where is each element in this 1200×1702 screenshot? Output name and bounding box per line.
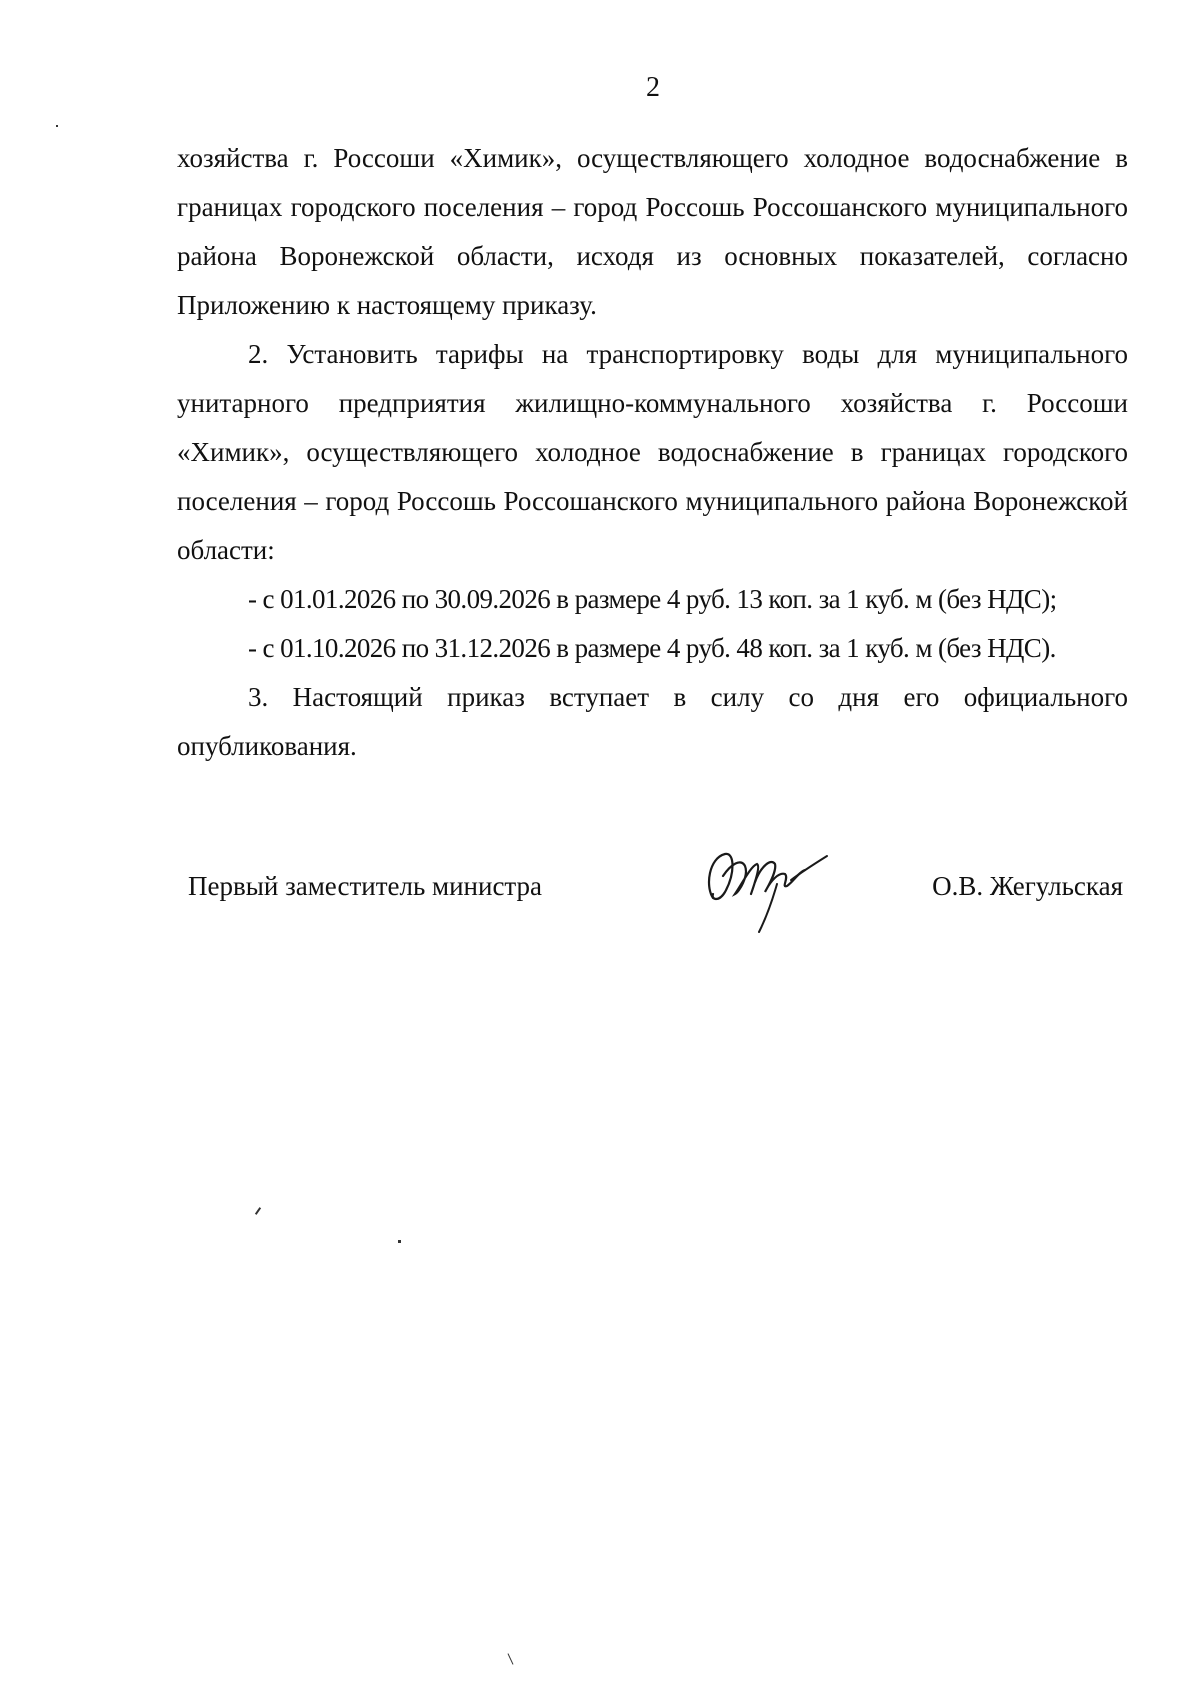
paragraph-1: хозяйства г. Россоши «Химик», осуществляющего холодное водоснабжение в границах городского поселения – город Россошь Россошанского муниципального района Воронежской области, исходя из основных показателей, согласно Приложению к настоящему приказу. [177,143,1128,320]
scan-speck [255,1207,261,1215]
signature-block [188,866,1123,946]
scan-speck [398,1240,401,1243]
tariff-item-1: - с 01.01.2026 по 30.09.2026 в размере 4 руб. 13 коп. за 1 куб. м (без НДС); [248,584,1057,614]
signatory-position: Первый заместитель министра [188,871,543,901]
scan-speck [56,125,58,127]
tariff-item-2: - с 01.10.2026 по 31.12.2026 в размере 4 руб. 48 коп. за 1 куб. м (без НДС). [248,633,1056,663]
paragraph-2: 2. Установить тарифы на транспортировку воды для муниципального унитарного предприятия жилищно-коммунального хозяйства г. Россоши «Химик», осуществляющего холодное водоснабжение в границах городского поселения – город Россошь Россошанского муниципального района Воронежской области: [177,339,1128,565]
scan-speck [508,1653,514,1664]
page-number: 2 [646,72,660,103]
signatory-name: О.В. Жегульская [932,871,1123,901]
paragraph-3: 3. Настоящий приказ вступает в силу со дня его официального опубликования. [177,682,1128,761]
handwritten-signature [695,836,835,946]
document-body [177,134,1128,771]
